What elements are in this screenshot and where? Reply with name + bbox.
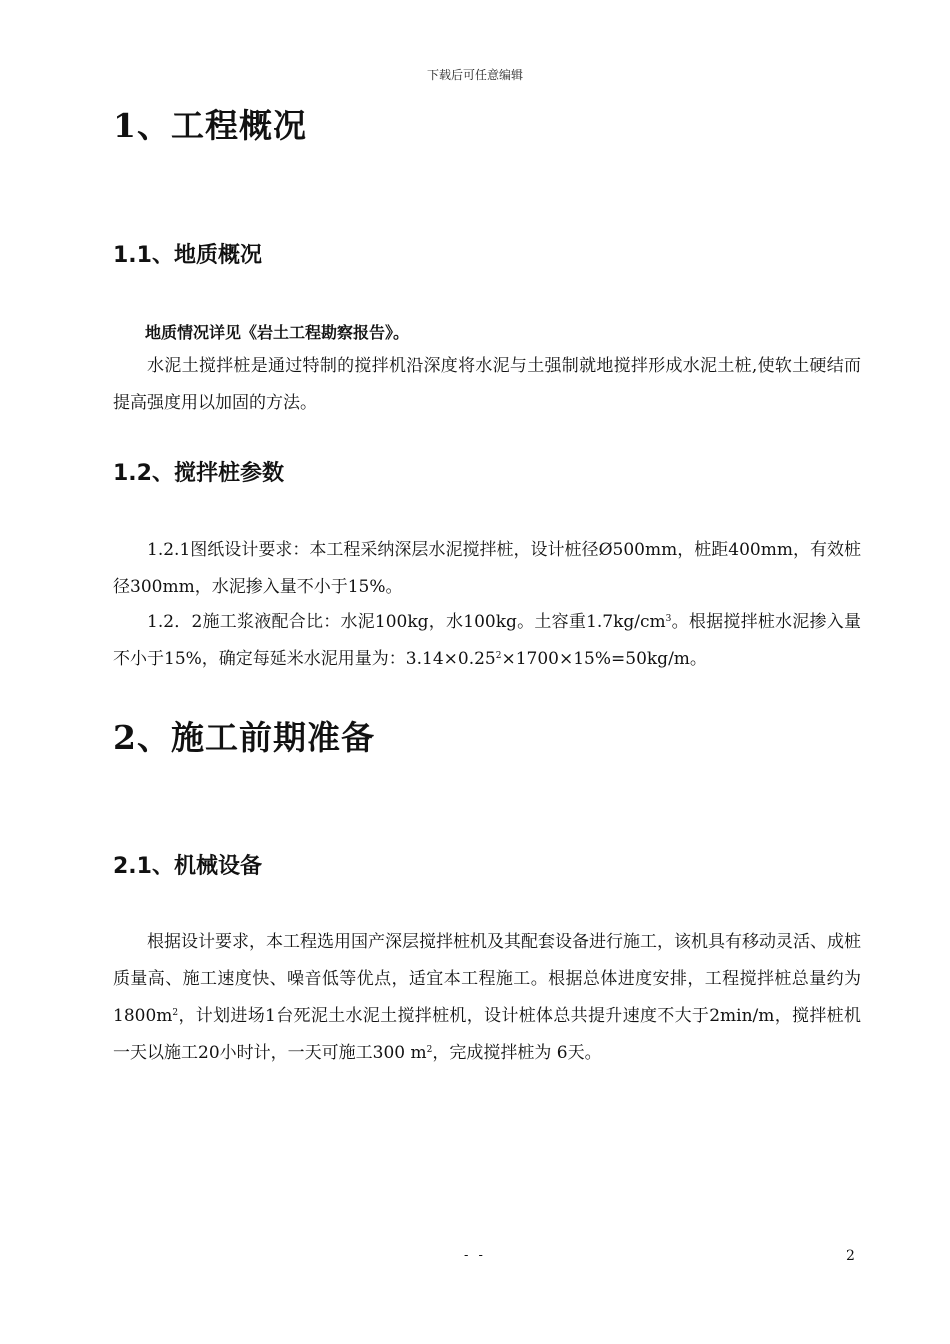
heading-1-1-geology: 1.1、地质概况	[113, 243, 262, 268]
slurry-mix-paragraph	[113, 604, 861, 678]
superscript-2: 2	[495, 651, 502, 661]
slurry-mix-text-b: 。根据搅拌桩水泥掺入量不小于15%，确定每延米水泥用量为：3.14×0.25	[113, 612, 862, 669]
heading-1-project-overview: 1、工程概况	[113, 106, 307, 145]
geology-report-note: 地质情况详见《岩土工程勘察报告》。	[145, 323, 410, 342]
footer-dashes: - -	[464, 1248, 486, 1263]
superscript-2: 2	[172, 1008, 179, 1018]
heading-1-2-pile-parameters: 1.2、搅拌桩参数	[113, 461, 284, 486]
machinery-text-c: ，完成搅拌桩为 6天。	[432, 1043, 602, 1063]
machinery-text-b: ，计划进场1台死泥土水泥土搅拌桩机，设计桩体总共提升速度不大于2min/m，搅拌桩机一天以施工20小时计，一天可施工300 m	[113, 1006, 861, 1063]
design-requirements-paragraph: 1.2.1图纸设计要求：本工程采纳深层水泥搅拌桩，设计桩径Ø500mm，桩距400mm，有效桩径300mm，水泥掺入量不小于15%。	[113, 540, 861, 597]
heading-2-preparation: 2、施工前期准备	[113, 718, 375, 757]
superscript-3: 3	[665, 614, 672, 624]
superscript-2: 2	[426, 1045, 433, 1055]
slurry-mix-text-c: ×1700×15%=50kg/m。	[501, 649, 707, 669]
machinery-text-a: 根据设计要求，本工程选用国产深层搅拌桩机及其配套设备进行施工，该机具有移动灵活、成桩质量高、施工速度快、噪音低等优点，适宜本工程施工。根据总体进度安排，工程搅拌桩总量约为1800m	[113, 932, 861, 1026]
heading-2-1-machinery: 2.1、机械设备	[113, 854, 262, 879]
page-header: 下载后可任意编辑	[426, 68, 523, 82]
geology-paragraph: 水泥土搅拌桩是通过特制的搅拌机沿深度将水泥与土强制就地搅拌形成水泥土桩,使软土硬结而提高强度用以加固的方法。	[113, 356, 861, 413]
slurry-mix-text-a: 1.2．2施工浆液配合比：水泥100kg，水100kg。土容重1.7kg/cm	[147, 612, 666, 632]
machinery-paragraph	[113, 924, 861, 1072]
page-number: 2	[846, 1248, 855, 1264]
